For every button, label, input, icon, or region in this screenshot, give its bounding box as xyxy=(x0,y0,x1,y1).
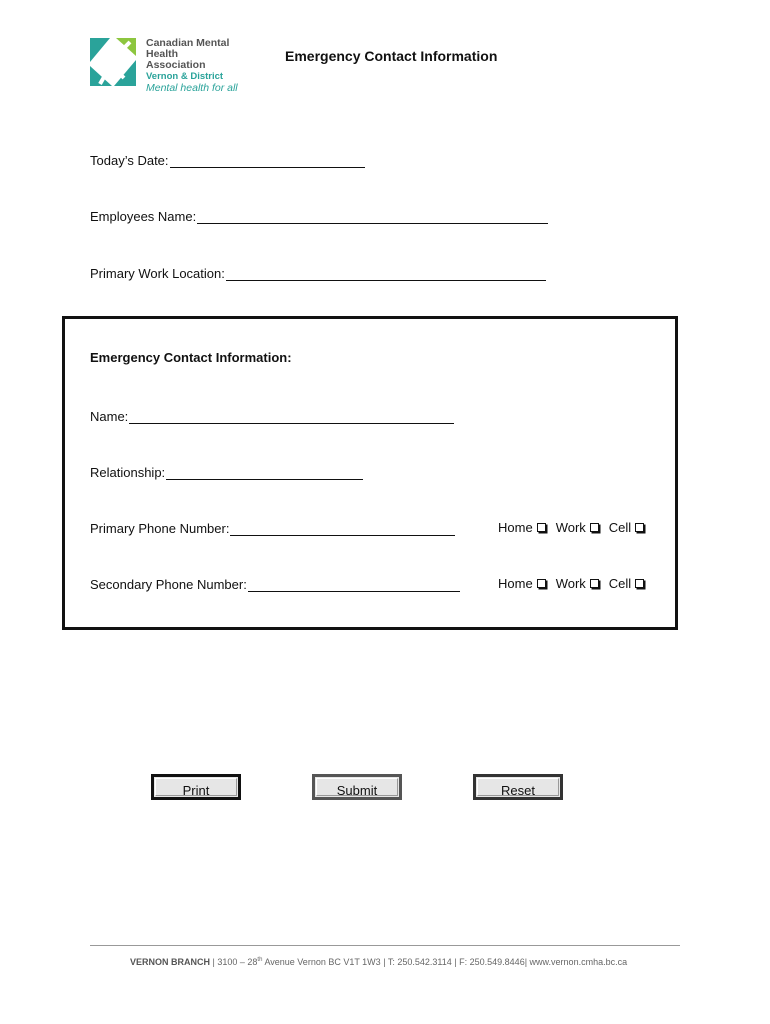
footer-sep-4: | xyxy=(524,957,530,967)
logo-line-2: Health Association xyxy=(146,48,206,71)
primary-home-label: Home xyxy=(498,519,533,535)
work-location-label: Primary Work Location: xyxy=(90,266,225,281)
logo-line-1: Canadian Mental xyxy=(146,37,230,49)
secondary-cell-label: Cell xyxy=(608,575,632,591)
secondary-phone-field[interactable] xyxy=(90,574,460,592)
secondary-work-label: Work xyxy=(555,575,586,591)
reset-button-label: Reset xyxy=(501,783,535,798)
contact-name-input[interactable] xyxy=(129,410,454,424)
primary-home-checkbox[interactable] xyxy=(537,523,546,532)
secondary-phone-label: Secondary Phone Number: xyxy=(90,577,247,592)
print-button[interactable] xyxy=(151,774,241,800)
relationship-label: Relationship: xyxy=(90,465,166,480)
employee-name-input[interactable] xyxy=(197,210,548,224)
secondary-phone-input[interactable] xyxy=(248,578,460,592)
relationship-field[interactable] xyxy=(90,462,363,480)
footer-sep-2: | xyxy=(383,957,388,967)
primary-phone-input[interactable] xyxy=(230,522,455,536)
footer-address-post: Avenue Vernon BC V1T 1W3 xyxy=(262,957,381,967)
primary-phone-label: Primary Phone Number: xyxy=(90,521,230,536)
submit-button-label: Submit xyxy=(336,783,378,798)
footer-address-pre: 3100 – 28 xyxy=(217,957,258,967)
reset-button[interactable] xyxy=(473,774,563,800)
primary-work-label: Work xyxy=(555,519,586,535)
relationship-input[interactable] xyxy=(166,466,363,480)
work-location-input[interactable] xyxy=(226,267,546,281)
footer-address-sup: th xyxy=(257,957,263,963)
work-location-field[interactable] xyxy=(90,263,546,281)
cmha-logo-icon xyxy=(90,38,136,86)
logo-line-3: Vernon & District xyxy=(146,71,224,82)
print-button-label: Print xyxy=(182,783,210,798)
footer-phone: T: 250.542.3114 xyxy=(387,957,452,967)
footer-branch: VERNON BRANCH xyxy=(130,957,211,967)
secondary-work-checkbox[interactable] xyxy=(590,579,599,588)
emergency-contact-heading: Emergency Contact Information: xyxy=(90,350,292,365)
todays-date-label: Today’s Date: xyxy=(90,153,169,168)
cmha-logo xyxy=(90,37,240,94)
primary-phone-type-group xyxy=(498,518,650,536)
logo-tagline: Mental health for all xyxy=(146,82,238,94)
secondary-home-checkbox[interactable] xyxy=(537,579,546,588)
footer-sep-3: | xyxy=(454,957,460,967)
footer-website[interactable]: www.vernon.cmha.bc.ca xyxy=(529,957,628,967)
contact-name-label: Name: xyxy=(90,409,129,424)
secondary-home-label: Home xyxy=(498,575,533,591)
submit-button[interactable] xyxy=(312,774,402,800)
primary-phone-field[interactable] xyxy=(90,518,455,536)
todays-date-field[interactable] xyxy=(90,150,365,168)
footer-divider xyxy=(90,945,680,946)
footer-contact-line xyxy=(130,957,627,967)
contact-name-field[interactable] xyxy=(90,406,454,424)
primary-work-checkbox[interactable] xyxy=(590,523,599,532)
logo-wordmark xyxy=(146,38,240,94)
document-title: Emergency Contact Information xyxy=(285,48,498,64)
secondary-phone-type-group xyxy=(498,574,650,592)
employee-name-field[interactable] xyxy=(90,206,548,224)
employee-name-label: Employees Name: xyxy=(90,209,197,224)
footer-fax: F: 250.549.8446 xyxy=(459,957,525,967)
primary-cell-checkbox[interactable] xyxy=(635,523,644,532)
footer-sep-1: | xyxy=(212,957,218,967)
todays-date-input[interactable] xyxy=(170,154,365,168)
secondary-cell-checkbox[interactable] xyxy=(635,579,644,588)
primary-cell-label: Cell xyxy=(608,519,632,535)
